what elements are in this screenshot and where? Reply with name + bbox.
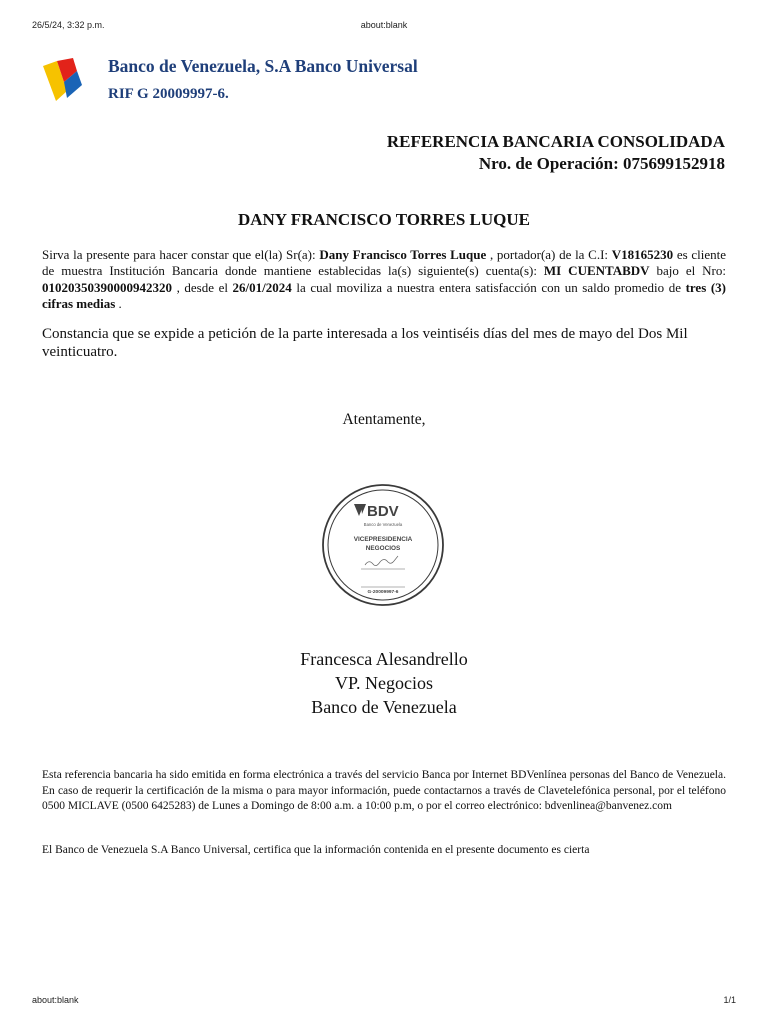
bdv-logo-icon — [354, 504, 366, 516]
operation-label: Nro. de Operación: — [478, 154, 623, 173]
official-stamp — [321, 483, 445, 607]
bank-name: Banco de Venezuela, S.A Banco Universal — [108, 56, 418, 76]
print-datetime: 26/5/24, 3:32 p.m. — [32, 20, 105, 30]
stamp-signature-scribble — [365, 556, 398, 566]
closing-greeting: Atentamente, — [342, 411, 426, 428]
body-account-type: MI CUENTABDV — [543, 263, 650, 279]
body-account-number: 01020350390000942320 — [42, 279, 172, 295]
body-since-date: 26/01/2024 — [232, 279, 292, 295]
stamp-rif: G-20009997-6 — [367, 590, 399, 595]
client-name-heading: DANY FRANCISCO TORRES LUQUE — [237, 210, 531, 229]
body-text-5: , desde el — [172, 279, 233, 295]
body-client-name: Dany Francisco Torres Luque — [319, 247, 487, 262]
operation-number: 075699152918 — [623, 154, 725, 173]
operation-line — [387, 153, 725, 175]
body-text-3: es cliente de muestra Institución Bancaria donde mantiene establecidas la(s) siguiente(s) cuenta(s): — [42, 247, 727, 279]
disclaimer-paragraph: Esta referencia bancaria ha sido emitida en forma electrónica a través del servicio Banca por Internet BDVenlínea personas del Banco de Venezuela. En caso de requerir la certificación de la misma o para mayor información, puede contactarnos a través de Clavetelefónica personal, por el teléfono 0500 MICLAVE (0500 6425283) de Lunes a Domingo de 8:00 a.m. a 10:00 p.m, o por el correo electrónico: bdvenlinea@banvenez.com — [42, 769, 726, 813]
stamp-brand: BDV — [367, 503, 399, 520]
reference-title: REFERENCIA BANCARIA CONSOLIDADA — [386, 132, 725, 151]
signer-block — [0, 647, 768, 719]
certification-paragraph: El Banco de Venezuela S.A Banco Universal, certifica que la información contenida en el presente documento es cierta — [42, 844, 590, 856]
bank-rif: RIF G 20009997-6. — [108, 86, 229, 102]
signer-organization: Banco de Venezuela — [311, 697, 457, 717]
stamp-subbrand: Banco de Venezuela — [363, 522, 403, 527]
print-page-title: about:blank — [360, 20, 408, 30]
constancia-paragraph: Constancia que se expide a petición de la parte interesada a los veintiséis días del mes de mayo del Dos Mil veinticuatro. — [42, 326, 688, 360]
stamp-line-2: NEGOCIOS — [365, 545, 401, 552]
print-footer-url: about:blank — [32, 995, 79, 1005]
print-page-number: 1/1 — [723, 995, 736, 1005]
body-text-2: , portador(a) de la C.I: — [486, 247, 612, 262]
body-text-1: Sirva la presente para hacer constar que el(la) Sr(a): — [42, 247, 320, 262]
reference-body-paragraph — [42, 247, 726, 312]
body-text-7: . — [115, 295, 122, 311]
bank-logo — [40, 57, 84, 103]
signer-name: Francesca Alesandrello — [300, 649, 468, 669]
stamp-line-1: VICEPRESIDENCIA — [353, 536, 413, 543]
body-ci: V18165230 — [611, 247, 674, 262]
body-text-4: bajo el Nro: — [649, 263, 726, 279]
body-text-6: la cual moviliza a nuestra entera satisfacción con un saldo promedio de — [291, 279, 686, 295]
reference-block — [387, 131, 725, 175]
signer-role: VP. Negocios — [335, 673, 433, 693]
body-balance: tres (3) cifras medias — [42, 279, 726, 311]
